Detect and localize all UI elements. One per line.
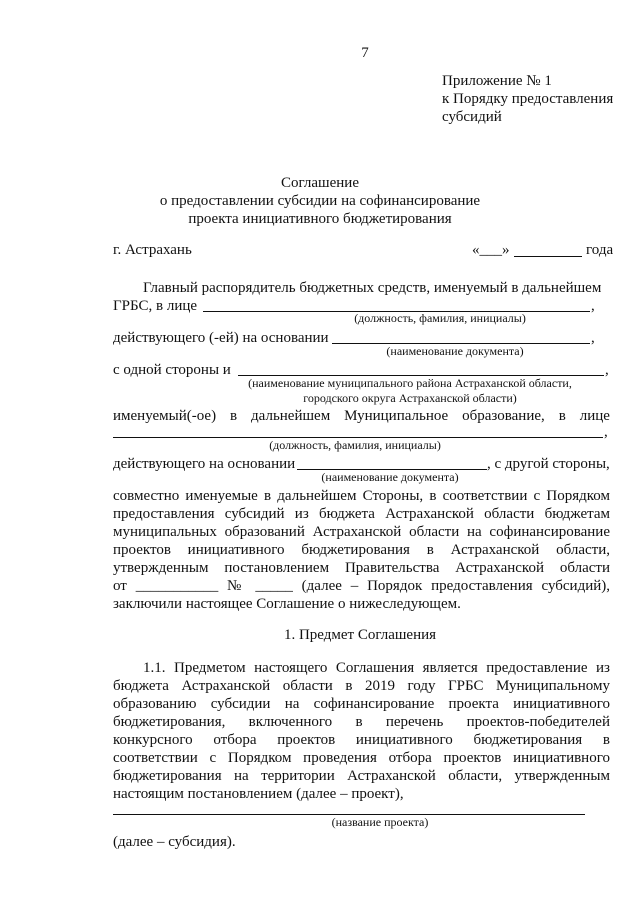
section-1-line: соответствии с Порядком проведения отбора проектов инициативного [113, 750, 610, 766]
appendix-line-3: субсидий [442, 109, 502, 125]
preamble-body-line: муниципальных образований Астраханской области на софинансирование [113, 524, 610, 540]
acting-on-label: действующего (-ей) на основании [113, 330, 329, 346]
other-side-label: , с другой стороны, [487, 456, 610, 472]
comma-4: , [604, 424, 608, 440]
preamble-body-line: предоставления субсидий из бюджета Астраханской области бюджетам [113, 506, 610, 522]
section-1-line: образованию субсидии на софинансирование проекта инициативного [113, 696, 610, 712]
hint-municipality-1: (наименование муниципального района Астраханской области, [248, 376, 572, 390]
section-1-line: 1.1. Предметом настоящего Соглашения является предоставление из [143, 660, 610, 676]
hint-document-2: (наименование документа) [321, 470, 459, 484]
hint-position-2: (должность, фамилия, инициалы) [269, 438, 441, 452]
city: г. Астрахань [113, 242, 192, 258]
section-1-line: бюджета Астраханской области в 2019 году ГРБС Муниципальному [113, 678, 610, 694]
named-word: в [230, 408, 238, 424]
section-1-heading: 1. Предмет Соглашения [283, 627, 437, 643]
hint-project: (название проекта) [331, 815, 429, 829]
preamble-body-line: от ___________ № _____ (далее – Порядок предоставления субсидий), [113, 578, 610, 594]
date-year-word: года [586, 242, 614, 258]
preamble-body-line: проектов инициативного бюджетирования в Астраханской области, [113, 542, 610, 558]
comma-2: , [591, 330, 595, 346]
date-day: «___» [472, 242, 510, 258]
named-word: именуемый(-ое) [113, 408, 217, 424]
section-1-final: (далее – субсидия). [113, 834, 236, 850]
section-1-line: бюджетирования на территории Астраханской области, утвержденным [113, 768, 610, 784]
appendix-line-2: к Порядку предоставления [442, 91, 614, 107]
appendix-line-1: Приложение № 1 [442, 73, 552, 89]
preamble-body-line: совместно именуемые в дальнейшем Стороны, в соответствии с Порядком [113, 488, 610, 504]
named-word: Муниципальное [344, 408, 449, 424]
title-line-1: Соглашение [281, 175, 359, 191]
title-line-3: проекта инициативного бюджетирования [188, 211, 452, 227]
hint-municipality-2: городского округа Астраханской области) [303, 391, 517, 405]
comma-1: , [591, 298, 595, 314]
hint-document: (наименование документа) [386, 344, 524, 358]
section-1-line: бюджетирования, включенного в перечень проектов-победителей [113, 714, 610, 730]
section-1-last-line: настоящим постановлением (далее – проект), [113, 786, 404, 802]
preamble-last-line: заключили настоящее Соглашение о нижеследующем. [113, 596, 461, 612]
date-month-blank [514, 256, 582, 257]
preamble-grbs-line-1: Главный распорядитель бюджетных средств, именуемый в дальнейшем [143, 280, 602, 296]
hint-position: (должность, фамилия, инициалы) [354, 311, 526, 325]
named-word: в [558, 408, 566, 424]
named-word: лице [579, 408, 610, 424]
one-side-label: с одной стороны и [113, 362, 231, 378]
section-1-line: конкурсного отбора проектов инициативного бюджетирования в [113, 732, 610, 748]
named-word: образование, [462, 408, 545, 424]
acting-on-label-2: действующего на основании [113, 456, 296, 472]
preamble-body-line: утвержденным постановлением Правительства Астраханской области [113, 560, 610, 576]
named-line [113, 407, 610, 425]
page-number: 7 [361, 45, 369, 61]
preamble-grbs-line-2: ГРБС, в лице [113, 298, 198, 314]
named-word: дальнейшем [251, 408, 331, 424]
title-line-2: о предоставлении субсидии на софинансирование [159, 193, 481, 209]
comma-3: , [605, 362, 609, 378]
